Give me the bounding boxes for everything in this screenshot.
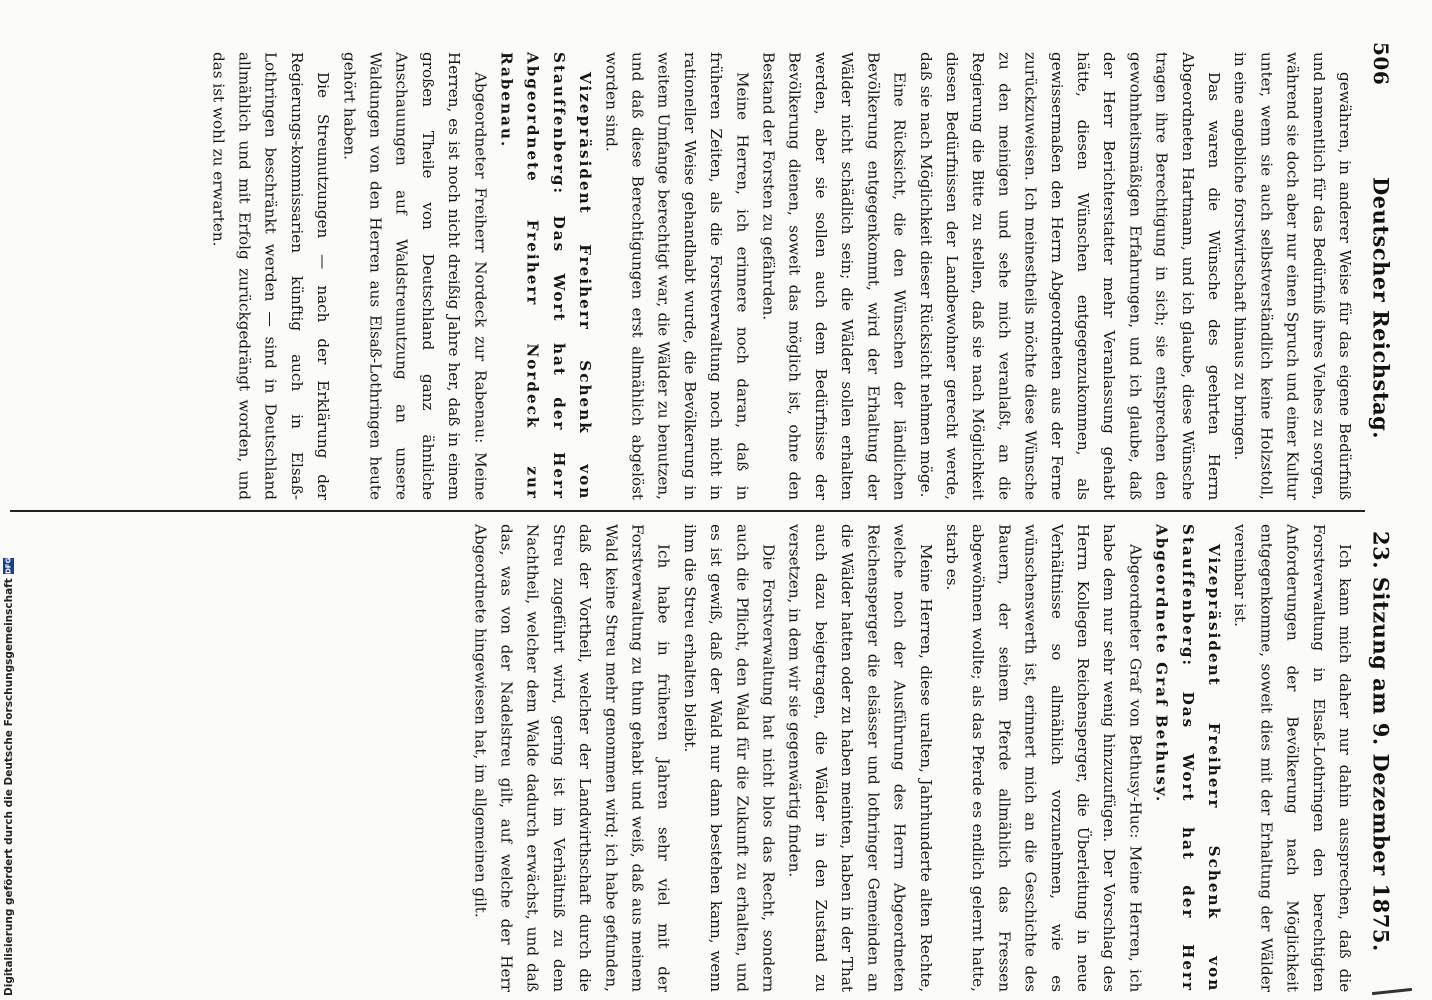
running-header [1368, 42, 1394, 952]
paragraph: Die Streunutzungen — nach der Erklärung der Regierungs-kommissarien künftig auch in Elsaß-Lothringen beschränkt werden — sind in Deutschland allmählich und mit Erfolg zurückgedrängt worden, und das ist wohl zu erwarten. [209, 52, 333, 500]
digitization-credit [2, 557, 16, 996]
paragraph: Meine Herren, ich erinnere noch daran, daß in früheren Zeiten, als die Forstverwaltung noch nicht in rationeller Weise gehandhabt wurde, die Bevölkerung in weitem Umfange berechtigt war, die Wälder zu benutzen, und daß diese Berechtigungen erst allmählich abgelöst worden sind. [602, 52, 752, 500]
speaker-announcement: Vizepräsident Freiherr Schenk von Stauffenberg: Das Wort hat der Herr Abgeordnete Graf Bethusy. [1152, 524, 1223, 992]
paragraph: gewähren, in anderer Weise für das eigene Bedürfniß und namentlich für das Bedürfniß ihres Viehes zu sorgen, während sie doch aber nur einen Spruch und einer Kultur unter, wenn sie auch selbstverständlich keine Holzstoll, in eine angebliche forstwirtschaft hinaus zu bringen. [1231, 52, 1354, 500]
text-column-right [96, 524, 1358, 992]
dfg-logo-icon: DFG [4, 557, 13, 575]
paragraph: Die Forstverwaltung hat nicht blos das Recht, sondern auch die Pflicht, den Wald für die Zukunft zu erhalten, und es ist gewiß, daß der Wald nur dann bestehen kann, wenn ihm die Streu erhalten bleibt. [680, 524, 778, 992]
text-column-left [96, 52, 1358, 500]
paragraph: Abgeordneter Graf von Bethusy-Huc: Meine Herren, ich habe dem nur sehr wenig hinzuzufügen. Der Vorschlag des Herrn Kollegen Reichensperger, die Überleitung in neue Verhältnisse so allmählich vorzunehmen, wie es wünschenswerth ist, erinnert mich an die Geschichte des Bauern, der seinem Pferde allmählich das Fressen abgewöhnen wollte; als das Pferde es endlich gelernt hatte, starb es. [942, 524, 1145, 992]
paragraph: Meine Herren, diese uralten, Jahrhunderte alten Rechte, welche noch der Ausführung des Herrn Abgeordneten Reichensperger die elsässer und lothringer Gemeinden an die Wälder hatten oder zu haben meinten, haben in der That auch dazu beigetragen, die Wälder in den Zustand zu versetzen, in dem wir sie gegenwärtig finden. [785, 524, 935, 992]
credit-text: Digitalisierung gefördert durch die Deutsche Forschungsgemeinschaft [3, 578, 15, 996]
paragraph: Ich kann mich daher nur dahin aussprechen, daß die Forstverwaltung in Elsaß-Lothringen den berechtigten Anforderungen der Bevölkerung nach Möglichkeit entgegenkomme, soweit dies mit der Erhaltung der Wälder vereinbar ist. [1231, 524, 1354, 992]
paragraph: Abgeordneter Freiherr Nordeck zur Rabenau: Meine Herren, es ist noch nicht dreißig Jahre her, daß in einem großen Theile von Deutschland ganz ähnliche Anschauungen auf Waldstreunutzung an unsere Waldungen von den Herren aus Elsaß-Lothringen heute gehört haben. [340, 52, 490, 500]
header-title: Deutscher Reichstag. [1368, 177, 1394, 440]
column-divider [10, 510, 1365, 512]
header-session: 23. Sitzung am 9. Dezember 1875. [1368, 531, 1394, 952]
page-number: 506 [1369, 42, 1393, 86]
margin-mark [1372, 988, 1412, 995]
paragraph: Eine Rücksicht, die den Wünschen der ländlichen Bevölkerung entgegenkommt, wird der Erhaltung der Wälder nicht schädlich sein; die Wälder sollen erhalten werden, aber sie sollen auch dem Bedürfnisse der Bevölkerung dienen, soweit das möglich ist, ohne den Bestand der Forsten zu gefährden. [759, 52, 909, 500]
paragraph: Das waren die Wünsche des geehrten Herrn Abgeordneten Hartmann, und ich glaube, diese Wünsche tragen ihre Berechtigung in sich; sie entsprechen den gewohnheitsmäßigen Erfahrungen, und ich glaube, daß der Herr Berichterstatter mehr Veranlassung gehabt hätte, diesen Wünschen entgegenzukommen, als gewissermaßen den Herrn Abgeordneten aus der Ferne zurückzuweisen. Ich meinestheils möchte diese Wünsche zu den meinigen und sehe mich veranlaßt, an die Regierung die Bitte zu stellen, daß sie nach Möglichkeit diesen Bedürfnissen der Landbewohner gerecht werde, daß sie nach Möglichkeit dieser Rücksicht nehmen möge. [916, 52, 1223, 500]
paragraph: Ich habe in früheren Jahren sehr viel mit der Forstverwaltung zu thun gehabt und weiß, daß aus meinem Wald keine Streu mehr genommen wird; ich habe gefunden, daß der Vortheil, welcher der Landwirthschaft durch die Streu zugeführt wird, gering ist im Verhältniß zu dem Nachtheil, welcher dem Walde dadurch erwächst, und daß das, was von der Nadelstreu gilt, auf welche der Herr Abgeordnete hingewiesen hat, im allgemeinen gilt. [471, 524, 673, 992]
speaker-announcement: Vizepräsident Freiherr Schenk von Stauffenberg: Das Wort hat der Herr Abgeordnete Freiherr Nordeck zur Rabenau. [497, 52, 595, 500]
